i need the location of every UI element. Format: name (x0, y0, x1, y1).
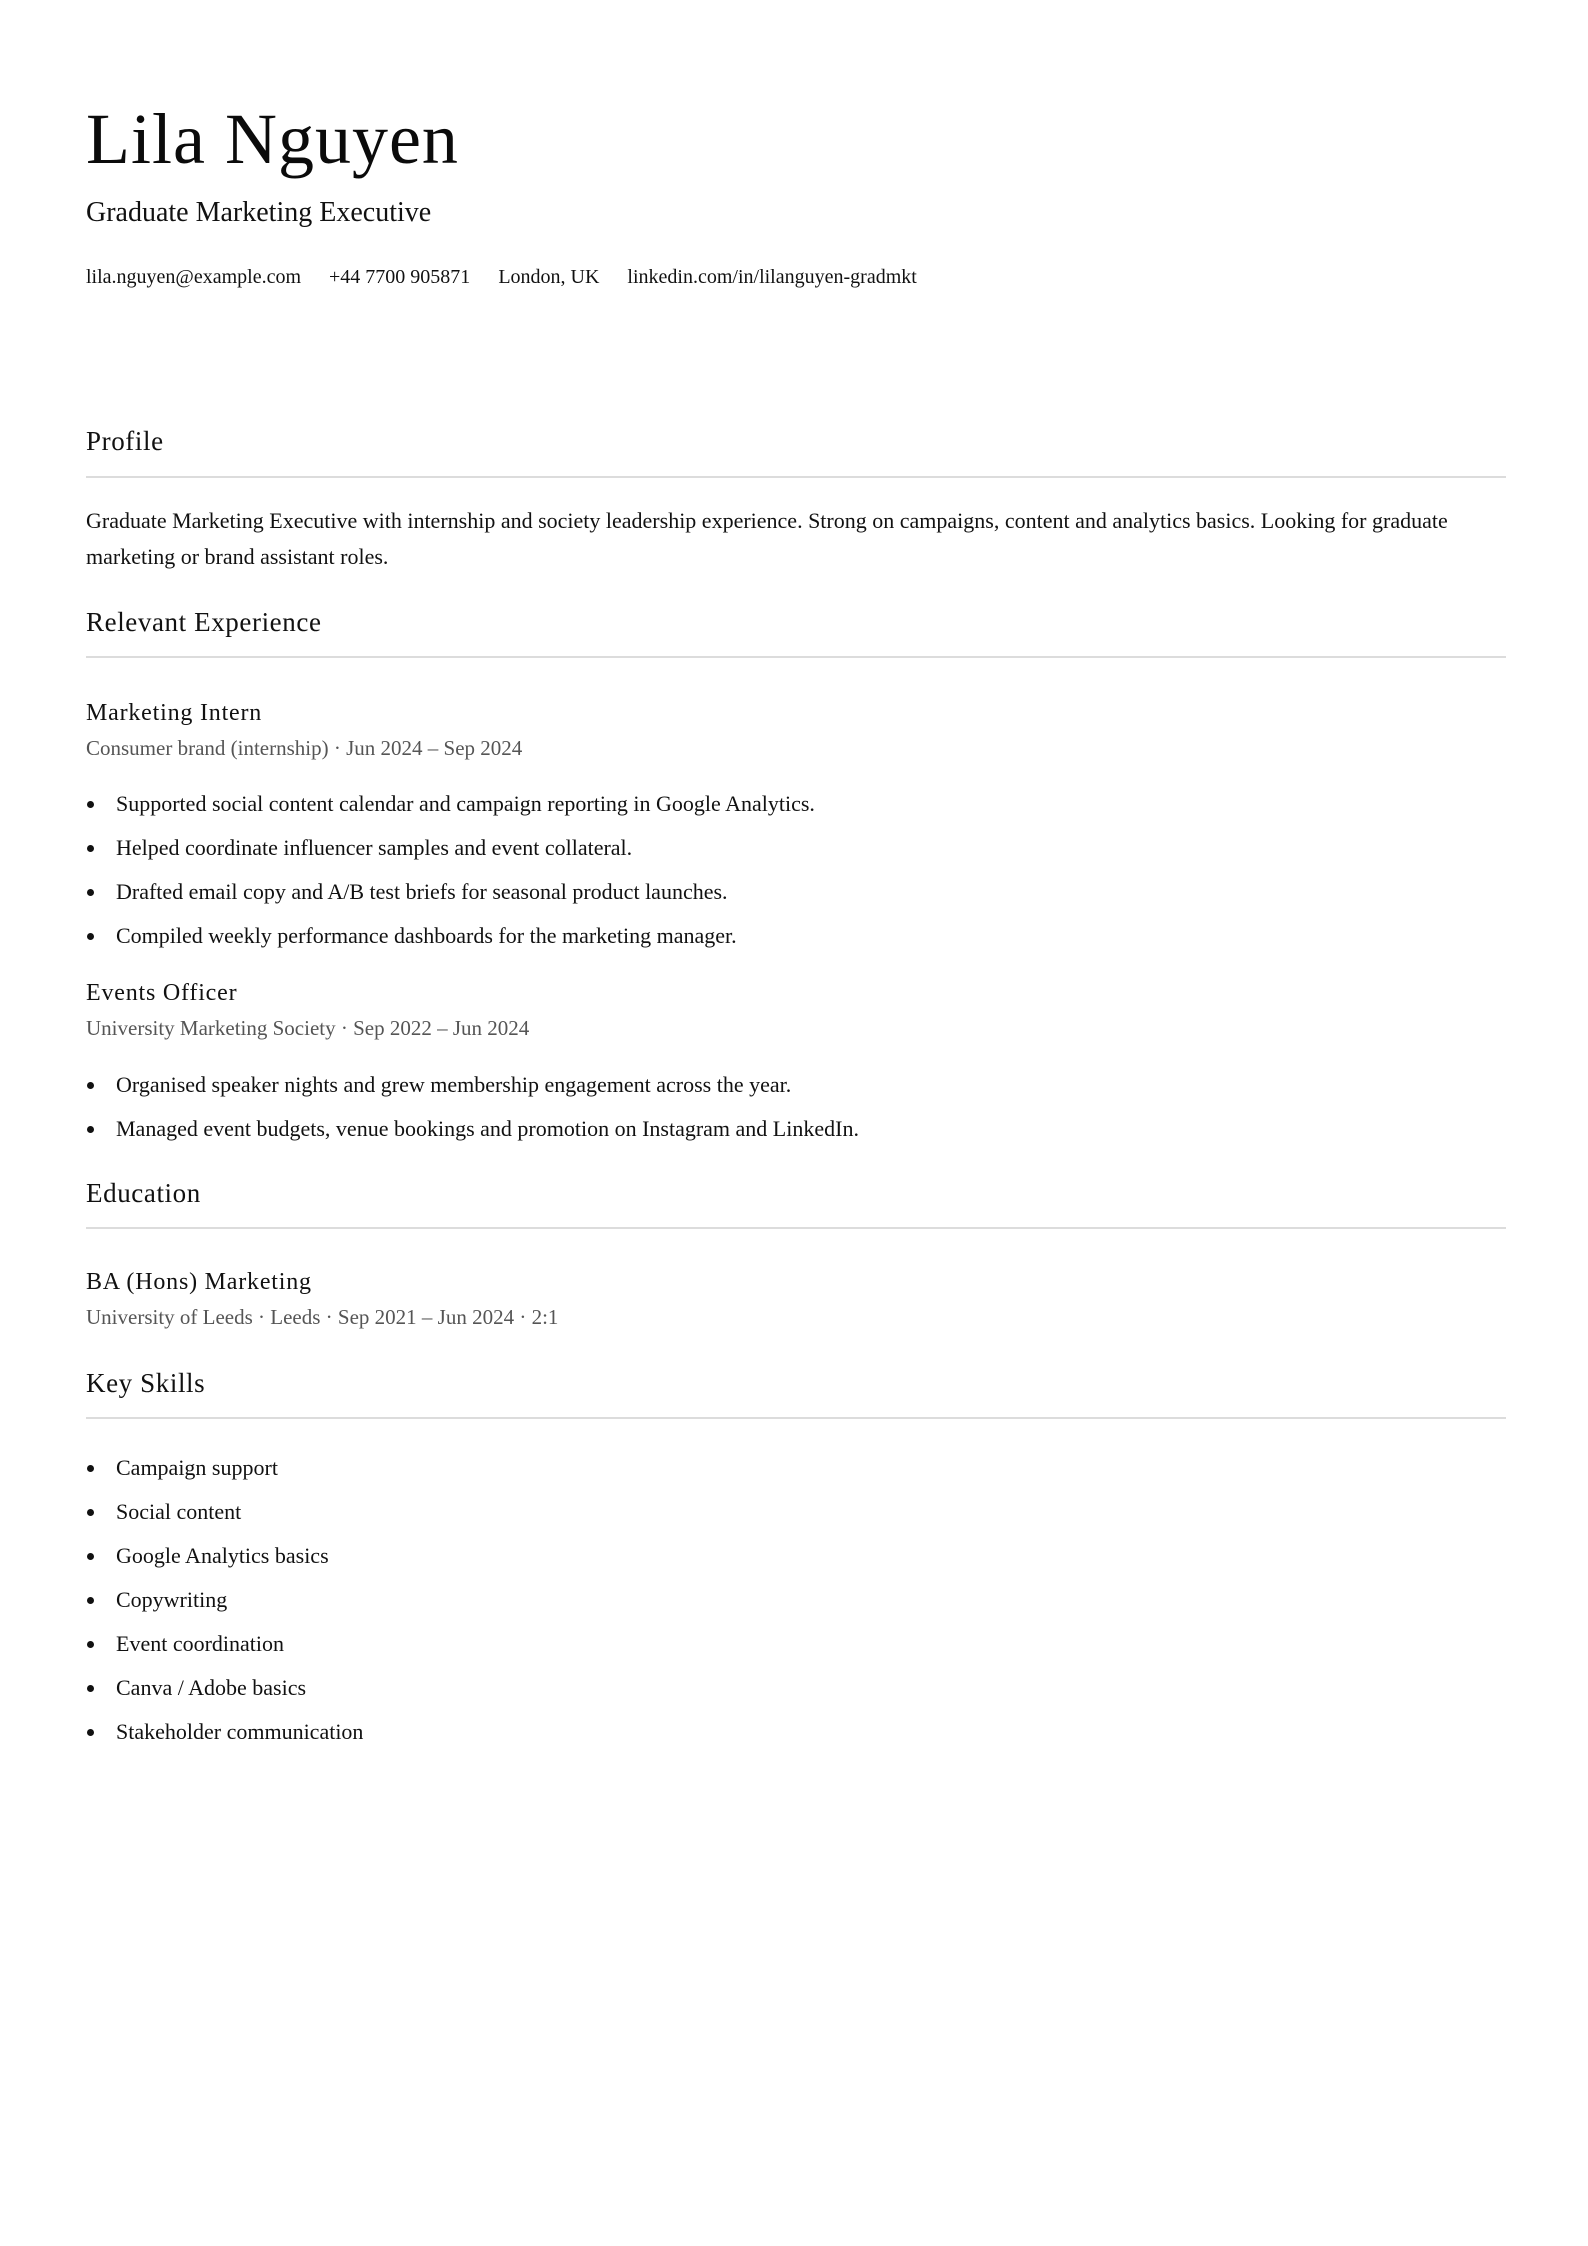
candidate-headline: Graduate Marketing Executive (86, 197, 432, 228)
contact-email: lila.nguyen@example.com (86, 266, 302, 288)
degree-title: BA (Hons) Marketing (86, 1269, 312, 1295)
job-meta: Consumer brand (internship) · Jun 2024 – Sep 2024 (86, 736, 523, 760)
section-title-skills: Key Skills (86, 1368, 206, 1398)
list-item: Organised speaker nights and grew membership engagement across the year. (86, 1063, 1506, 1107)
job-meta: University Marketing Society · Sep 2022 – Jun 2024 (86, 1016, 530, 1040)
list-item: Supported social content calendar and campaign reporting in Google Analytics. (86, 782, 1506, 826)
job-bullets (86, 782, 1506, 958)
list-item: Drafted email copy and A/B test briefs for seasonal product launches. (86, 870, 1506, 914)
list-item: Campaign support (86, 1446, 1506, 1490)
section-divider (86, 1227, 1506, 1229)
profile-summary: Graduate Marketing Executive with internship and society leadership experience. Strong on campaigns, content and analytics basics. Looking for graduate marketing or brand assistant roles. (86, 508, 1448, 569)
section-title-profile: Profile (86, 426, 164, 456)
list-item: Copywriting (86, 1578, 1506, 1622)
list-item: Helped coordinate influencer samples and event collateral. (86, 826, 1506, 870)
skills-list (86, 1446, 1506, 1754)
list-item: Canva / Adobe basics (86, 1666, 1506, 1710)
list-item: Social content (86, 1490, 1506, 1534)
contact-location: London, UK (498, 266, 600, 288)
education-meta: University of Leeds · Leeds · Sep 2021 – Jun 2024 · 2:1 (86, 1305, 559, 1329)
job-title: Marketing Intern (86, 700, 263, 726)
section-divider (86, 476, 1506, 478)
list-item: Event coordination (86, 1622, 1506, 1666)
contact-phone: +44 7700 905871 (329, 266, 471, 288)
contact-row (86, 265, 945, 289)
contact-linkedin: linkedin.com/in/lilanguyen-gradmkt (627, 266, 917, 288)
list-item: Managed event budgets, venue bookings and promotion on Instagram and LinkedIn. (86, 1107, 1506, 1151)
candidate-name: Lila Nguyen (86, 99, 459, 179)
section-title-education: Education (86, 1178, 201, 1208)
job-title: Events Officer (86, 980, 238, 1006)
job-bullets (86, 1063, 1506, 1151)
section-divider (86, 1417, 1506, 1419)
section-divider (86, 656, 1506, 658)
list-item: Google Analytics basics (86, 1534, 1506, 1578)
list-item: Stakeholder communication (86, 1710, 1506, 1754)
section-title-experience: Relevant Experience (86, 607, 322, 637)
list-item: Compiled weekly performance dashboards for the marketing manager. (86, 914, 1506, 958)
